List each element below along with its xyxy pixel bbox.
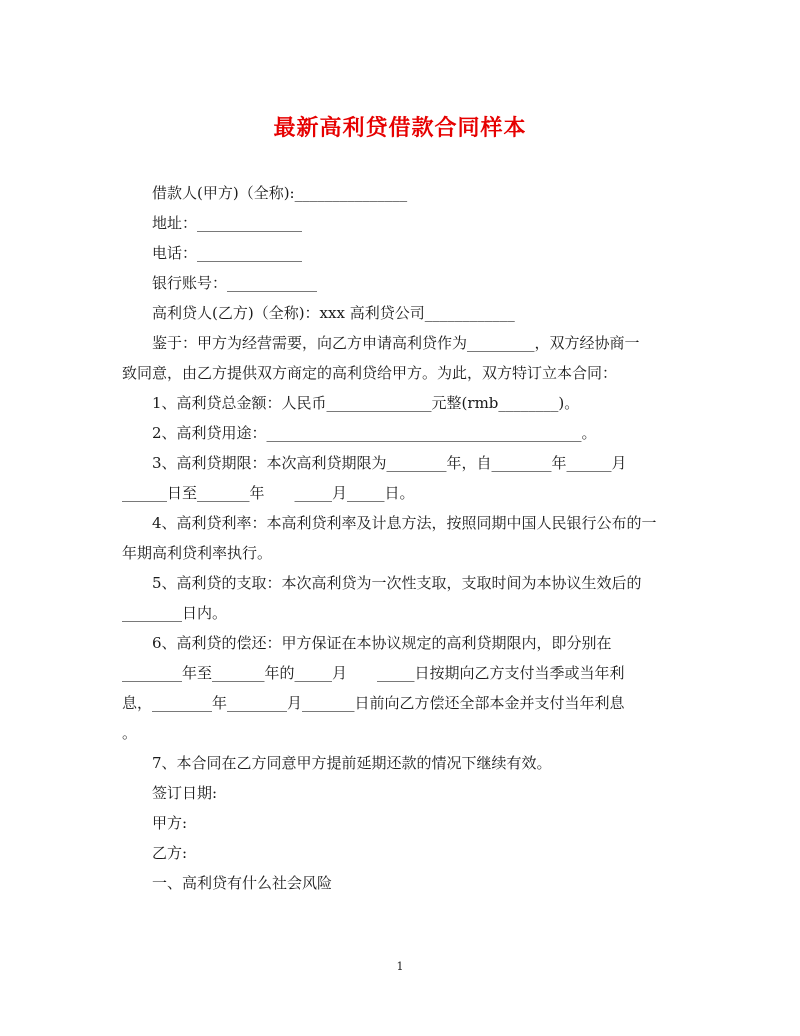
bank-account-line: 银行账号：____________ [152, 274, 318, 292]
whereas-line-1: 鉴于：甲方为经营需要，向乙方申请高利贷作为_________，双方经协商一 [152, 334, 640, 352]
document-body [122, 178, 682, 898]
signing-date-line: 签订日期: [152, 784, 218, 802]
page-number: 1 [396, 960, 404, 973]
clause-6-repayment-line-1: 6、高利贷的偿还：甲方保证在本协议规定的高利贷期限内，即分别在 [152, 634, 612, 652]
clause-3-term-line-1: 3、高利贷期限：本次高利贷期限为________年，自________年______月 [152, 454, 627, 472]
section-heading-risks: 一、高利贷有什么社会风险 [152, 874, 333, 892]
phone-line: 电话：______________ [152, 244, 303, 262]
clause-3-term-line-2: ______日至_______年 _____月_____日。 [122, 484, 415, 502]
clause-7-validity: 7、本合同在乙方同意甲方提前延期还款的情况下继续有效。 [152, 754, 552, 772]
borrower-line: 借款人(甲方)（全称):_______________ [152, 184, 408, 202]
lender-line: 高利贷人(乙方)（全称)：xxx 高利贷公司____________ [152, 304, 515, 322]
document-title: 最新高利贷借款合同样本 [273, 115, 527, 141]
clause-5-withdrawal-line-1: 5、高利贷的支取：本次高利贷为一次性支取，支取时间为本协议生效后的 [152, 574, 642, 592]
clause-6-repayment-line-2: ________年至_______年的_____月 _____日按期向乙方支付当季或当年利 [122, 664, 625, 682]
clause-6-repayment-line-3: 息，________年________月_______日前向乙方偿还全部本金并支付当年利息 [122, 694, 625, 712]
clause-4-rate-line-2: 年期高利贷利率执行。 [122, 544, 273, 562]
clause-1-amount: 1、高利贷总金额：人民币______________元整(rmb________)。 [152, 394, 580, 412]
whereas-line-2: 致同意，由乙方提供双方商定的高利贷给甲方。为此，双方特订立本合同： [122, 364, 618, 382]
party-a-signature-line: 甲方: [152, 814, 188, 832]
party-b-signature-line: 乙方: [152, 844, 188, 862]
clause-6-repayment-line-4: 。 [122, 724, 138, 742]
clause-4-rate-line-1: 4、高利贷利率：本高利贷利率及计息方法，按照同期中国人民银行公布的一 [152, 514, 657, 532]
address-line: 地址：______________ [152, 214, 303, 232]
clause-2-purpose: 2、高利贷用途：__________________________________________。 [152, 424, 597, 442]
clause-5-withdrawal-line-2: ________日内。 [122, 604, 228, 622]
